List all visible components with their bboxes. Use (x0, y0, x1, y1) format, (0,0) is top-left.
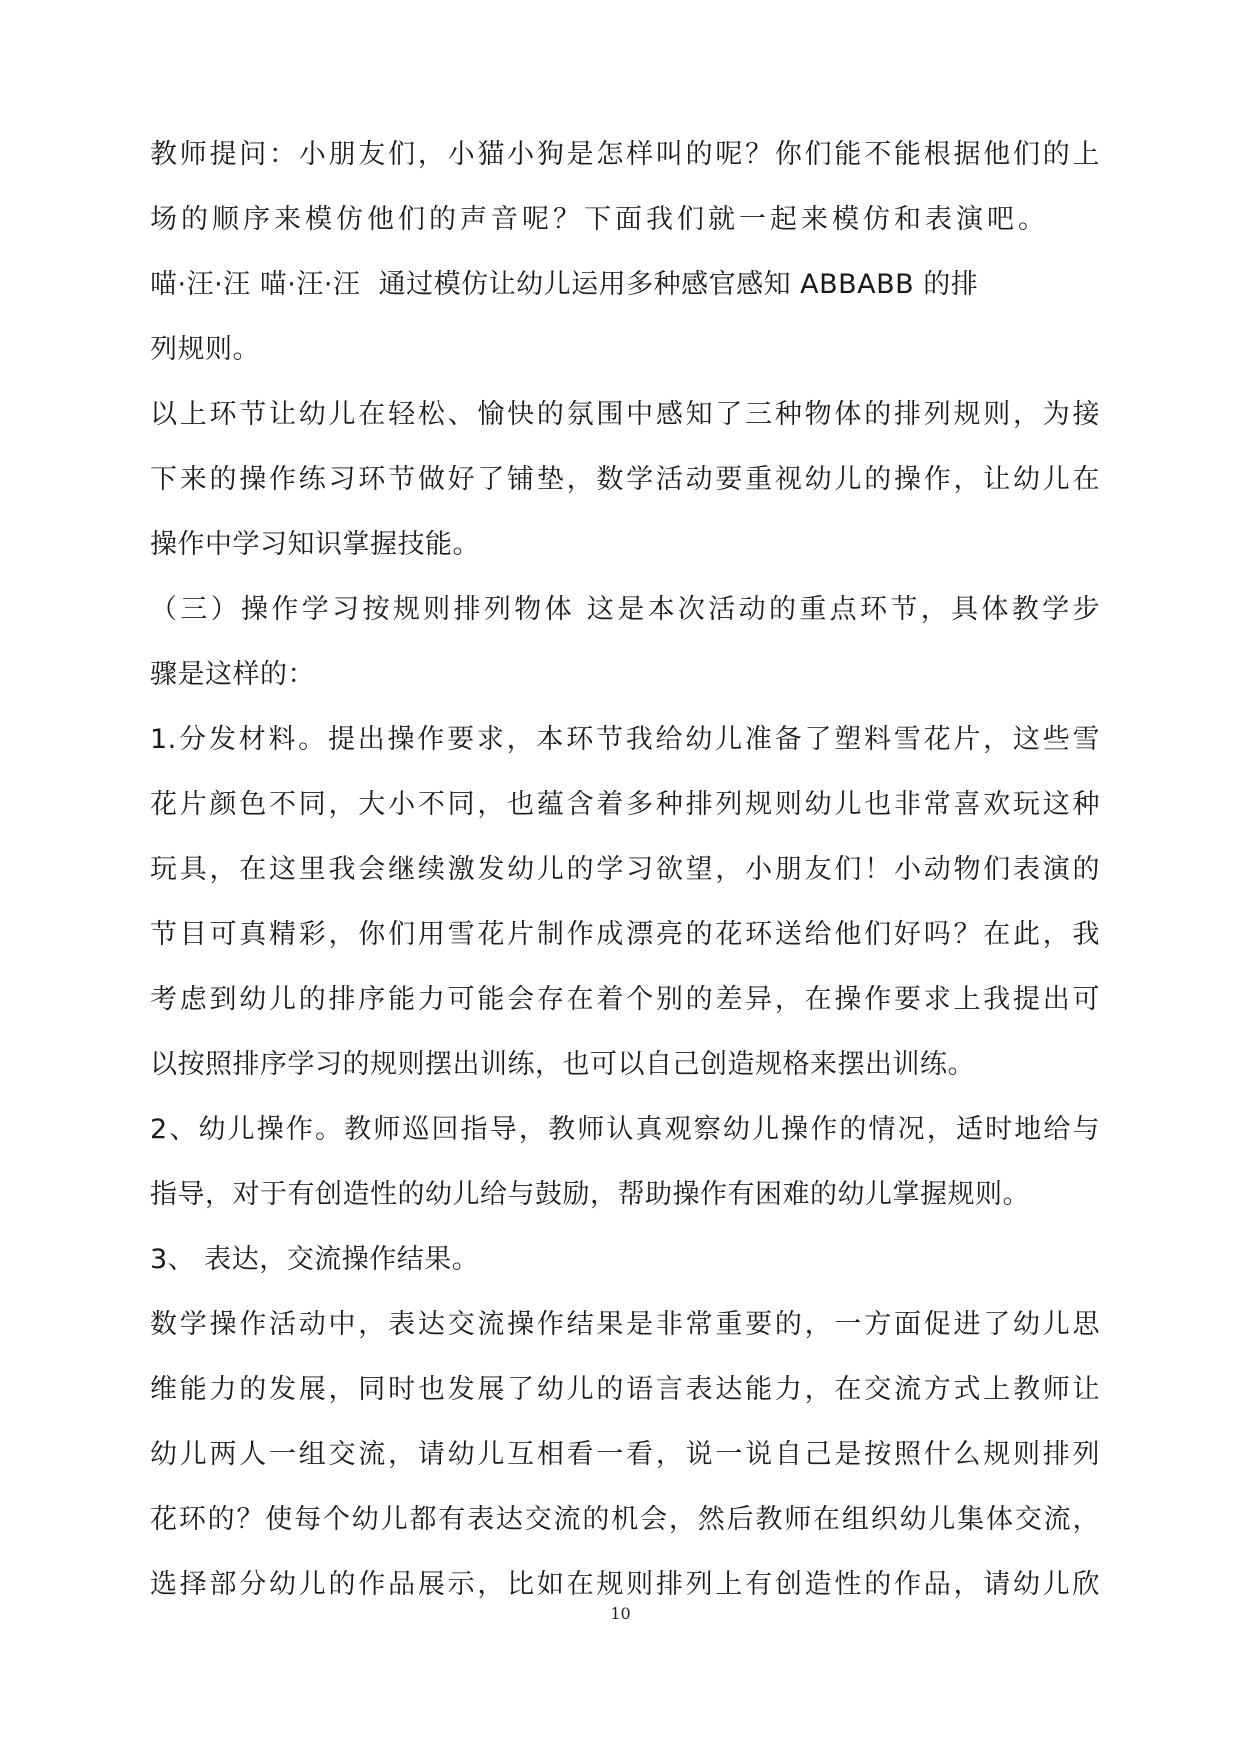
text-line: 玩具，在这里我会继续激发幼儿的学习欲望，小朋友们！小动物们表演的 (150, 854, 1100, 885)
text-line: （三）操作学习按规则排列物体 这是本次活动的重点环节，具体教学步 (150, 594, 1100, 625)
text-line: 考虑到幼儿的排序能力可能会存在着个别的差异，在操作要求上我提出可 (150, 984, 1100, 1015)
page-number: 10 (610, 1604, 631, 1623)
text-line: 节目可真精彩，你们用雪花片制作成漂亮的花环送给他们好吗？在此，我 (150, 919, 1100, 950)
text-line: 以按照排序学习的规则摆出训练，也可以自己创造规格来摆出训练。 (150, 1049, 975, 1080)
text-line: 操作中学习知识掌握技能。 (150, 529, 480, 560)
text-line: 花环的？使每个幼儿都有表达交流的机会，然后教师在组织幼儿集体交流， (150, 1504, 1100, 1535)
text-line: 喵·汪·汪 喵·汪·汪 通过模仿让幼儿运用多种感官感知 ABBABB 的排 (150, 269, 979, 300)
text-line: 列规则。 (150, 334, 260, 365)
text-line: 教师提问：小朋友们，小猫小狗是怎样叫的呢？你们能不能根据他们的上 (150, 139, 1100, 170)
text-line: 1.分发材料。提出操作要求，本环节我给幼儿准备了塑料雪花片，这些雪 (150, 724, 1100, 755)
document-body (150, 122, 1100, 1617)
text-line: 场的顺序来模仿他们的声音呢？下面我们就一起来模仿和表演吧。 (150, 204, 1049, 235)
text-line: 数学操作活动中，表达交流操作结果是非常重要的，一方面促进了幼儿思 (150, 1309, 1100, 1340)
text-line: 幼儿两人一组交流，请幼儿互相看一看，说一说自己是按照什么规则排列 (150, 1439, 1100, 1470)
text-line: 3、 表达，交流操作结果。 (150, 1244, 480, 1275)
text-line: 骤是这样的： (150, 659, 315, 690)
text-line: 以上环节让幼儿在轻松、愉快的氛围中感知了三种物体的排列规则，为接 (150, 399, 1100, 430)
text-line: 2、幼儿操作。教师巡回指导，教师认真观察幼儿操作的情况，适时地给与 (150, 1114, 1100, 1145)
text-line: 指导，对于有创造性的幼儿给与鼓励，帮助操作有困难的幼儿掌握规则。 (150, 1179, 1030, 1210)
text-line: 选择部分幼儿的作品展示，比如在规则排列上有创造性的作品，请幼儿欣 (150, 1569, 1100, 1600)
text-line: 下来的操作练习环节做好了铺垫，数学活动要重视幼儿的操作，让幼儿在 (150, 464, 1100, 495)
text-line: 维能力的发展，同时也发展了幼儿的语言表达能力，在交流方式上教师让 (150, 1374, 1100, 1405)
text-line: 花片颜色不同，大小不同，也蕴含着多种排列规则幼儿也非常喜欢玩这种 (150, 789, 1100, 820)
